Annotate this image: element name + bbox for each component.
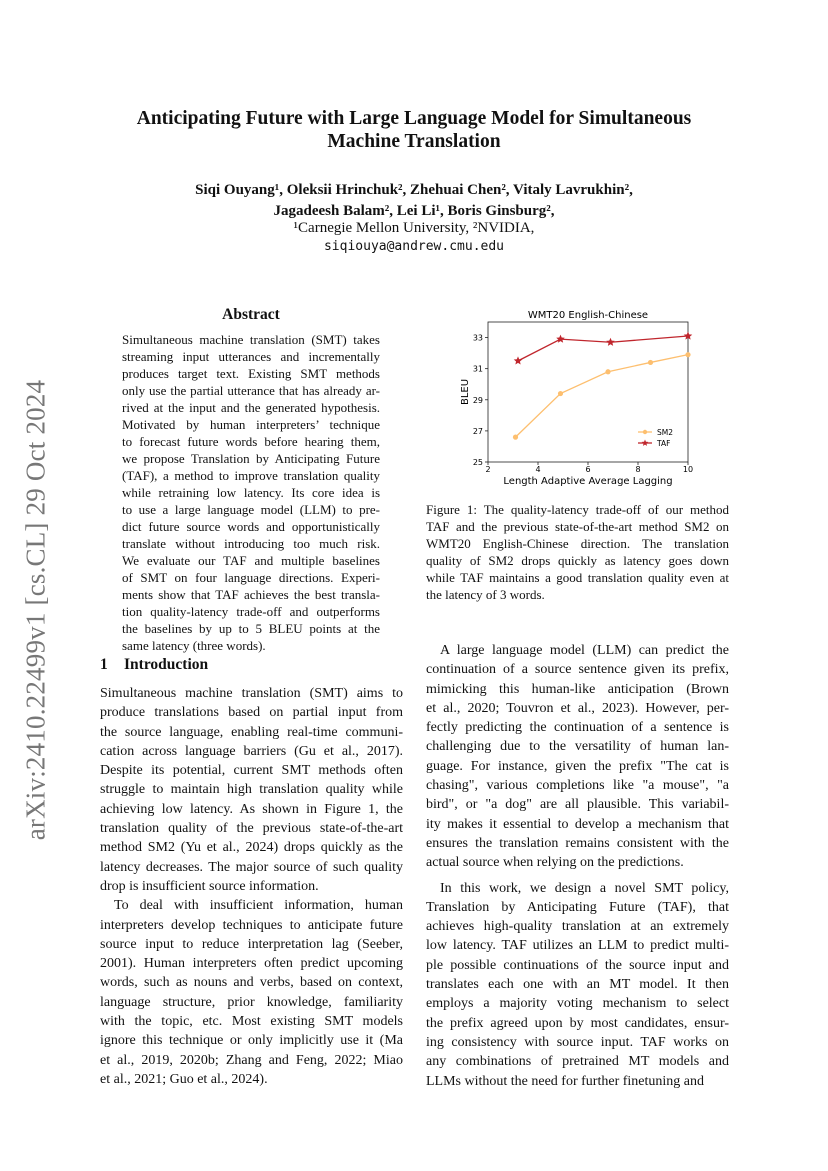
text-line: ity makes it essential to develop a mechanism that: [426, 816, 729, 832]
text-line: fectly predicting the continuation of a sentence is: [426, 720, 729, 736]
text-line: produces target text. Existing SMT methods: [122, 366, 380, 381]
data-point-sm2: [513, 435, 518, 440]
figure-1-chart: [446, 306, 708, 486]
text-line: continuation of a source sentence given its prefix,: [426, 662, 729, 678]
paragraph: [100, 684, 403, 896]
text-line: actual source when relying on the predictions.: [426, 855, 684, 871]
text-line: chasing", various completions like "a mouse", "a: [426, 778, 729, 794]
intro-left-column: [100, 684, 403, 1089]
data-point-sm2: [605, 369, 610, 374]
text-line: Figure 1: The quality-latency trade-off of our method: [426, 502, 729, 517]
text-line: et al., 2019, 2020b; Zhang and Feng, 2022; Miao: [100, 1052, 403, 1068]
text-line: A large language model (LLM) can predict the: [440, 643, 729, 658]
text-line: mimicking this human-like anticipation (Brown: [426, 681, 729, 697]
text-line: ensures the translation remains consistent with the: [426, 835, 729, 851]
data-point-taf: [556, 335, 565, 343]
chart-title: WMT20 English-Chinese: [527, 310, 649, 321]
text-line: of SMT on four language directions. Experi-: [122, 570, 380, 585]
abstract-body: [122, 331, 380, 654]
text-line: (TAF), a method to improve translation quality: [122, 468, 380, 483]
title-line: Anticipating Future with Large Language Model for Simultaneous: [136, 108, 692, 129]
text-line: to forecast future words before hearing them,: [122, 434, 380, 449]
data-point-sm2: [685, 352, 690, 357]
text-line: to use a large language model (LLM) to pre-: [122, 502, 380, 517]
text-line: ing consistency with source input. TAF works on: [426, 1034, 729, 1050]
text-line: the baselines by up to 5 BLEU points at the: [122, 621, 380, 636]
text-line: source input to reduce interpretation lag (Seeber,: [100, 936, 403, 952]
text-line: To deal with insufficient information, human: [114, 898, 403, 914]
data-point-sm2: [648, 360, 653, 365]
series-line-taf: [518, 336, 688, 361]
x-tick-label: 4: [535, 465, 541, 474]
abstract-heading: Abstract: [222, 306, 280, 323]
text-line: bird", or "a dog" are all plausible. This variabil-: [426, 797, 729, 813]
legend-label: TAF: [657, 439, 671, 448]
data-point-sm2: [558, 391, 563, 396]
affiliations: ¹Carnegie Mellon University, ²NVIDIA,: [293, 220, 535, 236]
text-line: drop is insufficient source information.: [100, 878, 319, 894]
y-tick-label: 29: [472, 395, 483, 405]
text-line: employs a majority voting mechanism to select: [426, 996, 729, 1012]
text-line: LLMs without the need for further finetuning and: [426, 1073, 704, 1089]
paragraph: [100, 896, 403, 1089]
text-line: low latency. TAF utilizes an LLM to predict multi-: [426, 938, 729, 954]
text-line: latency decreases. The major source of such quality: [100, 859, 403, 875]
legend-label: SM2: [657, 428, 674, 437]
data-point-taf: [606, 338, 615, 346]
text-line: produce translations based on partial input from: [100, 705, 403, 721]
text-line: same latency (three words).: [122, 638, 266, 653]
text-line: Translation by Anticipating Future (TAF), that: [426, 899, 729, 915]
arxiv-sidebar-stamp: [18, 360, 54, 860]
text-line: cation across language barriers (Gu et al., 2017).: [100, 743, 403, 759]
text-line: words, such as nouns and verbs, based on context,: [100, 975, 403, 991]
author-list: [90, 180, 738, 222]
legend-marker: [643, 430, 647, 434]
text-line: ple possible continuations of the source input and: [426, 957, 729, 973]
text-line: streaming input utterances and incrementally: [122, 349, 380, 364]
text-line: Simultaneous machine translation (SMT) takes: [122, 332, 380, 347]
text-line: ignore this technique or only implicitly use it (Ma: [100, 1033, 403, 1049]
text-line: dict future source words and opportunistically: [122, 519, 380, 534]
text-line: rived at the input and the generated hypothesis.: [122, 400, 380, 415]
x-axis-label: Length Adaptive Average Lagging: [503, 476, 673, 486]
text-line: challenging due to the versatility of human lan-: [426, 739, 729, 755]
y-axis-label: BLEU: [460, 378, 471, 406]
text-line: Despite its potential, current SMT methods often: [100, 763, 403, 779]
text-line: et al., 2021; Guo et al., 2024).: [100, 1071, 268, 1087]
text-line: with the topic, etc. Most existing SMT models: [100, 1014, 403, 1030]
text-line: any combinations of pretrained MT models and: [426, 1054, 729, 1070]
text-line: WMT20 English-Chinese direction. The translation: [426, 536, 729, 551]
text-line: Simultaneous machine translation (SMT) aims to: [100, 686, 403, 701]
paragraph: [426, 641, 729, 873]
section-number: 1: [100, 656, 108, 673]
text-line: Motivated by human interpreters’ technique: [122, 417, 380, 432]
data-point-taf: [514, 356, 523, 364]
text-line: the latency of 3 words.: [426, 587, 545, 602]
text-line: achieving low latency. As shown in Figure 1, the: [100, 801, 403, 817]
text-line: quality of SM2 drops quickly as latency goes down: [426, 553, 729, 568]
text-line: translate without introducing too much risk.: [122, 536, 380, 551]
text-line: guage. For instance, given the prefix "The cat is: [426, 758, 729, 774]
contact-email[interactable]: siqiouya@andrew.cmu.edu: [323, 239, 504, 254]
text-line: In this work, we design a novel SMT policy,: [440, 880, 729, 896]
text-line: only use the partial utterance that has already ar-: [122, 383, 380, 398]
paper-title: [90, 107, 738, 153]
text-line: et al., 2020; Touvron et al., 2023). However, per-: [426, 700, 729, 716]
text-line: we propose Translation by Anticipating Future: [122, 451, 380, 466]
arxiv-id: arXiv:2410.22499v1 [cs.CL] 29 Oct 2024: [20, 379, 51, 841]
y-tick-label: 33: [472, 333, 483, 343]
section-title: Introduction: [124, 656, 209, 673]
text-line: achieves high-quality translation at an extremely: [426, 919, 729, 935]
figure-caption: [426, 501, 729, 603]
text-line: the prefix agreed upon by most candidates, ensur-: [426, 1015, 729, 1031]
section-heading: [100, 656, 208, 674]
text-line: method SM2 (Yu et al., 2024) drops quickly as the: [100, 840, 403, 856]
title-line: Machine Translation: [327, 131, 501, 152]
text-line: language structure, prior knowledge, familiarity: [100, 994, 403, 1010]
intro-right-column: [426, 641, 729, 1091]
text-line: translation quality of the previous state-of-the-art: [100, 821, 403, 837]
text-line: struggle to maintain high translation quality while: [100, 782, 403, 798]
text-line: 2001). Human interpreters often predict upcoming: [100, 956, 403, 972]
text-line: ments show that TAF achieves the best transla-: [122, 587, 380, 602]
x-tick-label: 6: [585, 465, 591, 474]
authors-line: Siqi Ouyang¹, Oleksii Hrinchuk², Zhehuai Chen², Vitaly Lavrukhin²,: [195, 182, 633, 198]
paragraph: [426, 879, 729, 1091]
text-line: tion quality-latency trade-off and outperforms: [122, 604, 380, 619]
authors-line: Jagadeesh Balam², Lei Li¹, Boris Ginsburg²,: [273, 203, 555, 219]
text-line: while retraining low latency. Its core idea is: [122, 485, 380, 500]
text-line: while TAF maintains a good translation quality even at: [426, 570, 729, 585]
text-line: TAF and the previous state-of-the-art method SM2 on: [426, 519, 729, 534]
text-line: the source language, enabling real-time communi-: [100, 724, 403, 740]
x-tick-label: 2: [485, 465, 491, 474]
text-line: interpreters develop techniques to anticipate future: [100, 917, 403, 933]
text-line: translates each one with an MT model. It then: [426, 977, 729, 993]
y-tick-label: 25: [472, 458, 483, 467]
y-tick-label: 27: [472, 426, 483, 436]
series-line-sm2: [516, 355, 689, 437]
x-tick-label: 10: [682, 465, 694, 474]
x-tick-label: 8: [635, 465, 641, 474]
text-line: We evaluate our TAF and multiple baselines: [122, 553, 380, 568]
legend-marker: [642, 440, 649, 446]
y-tick-label: 31: [472, 364, 483, 374]
